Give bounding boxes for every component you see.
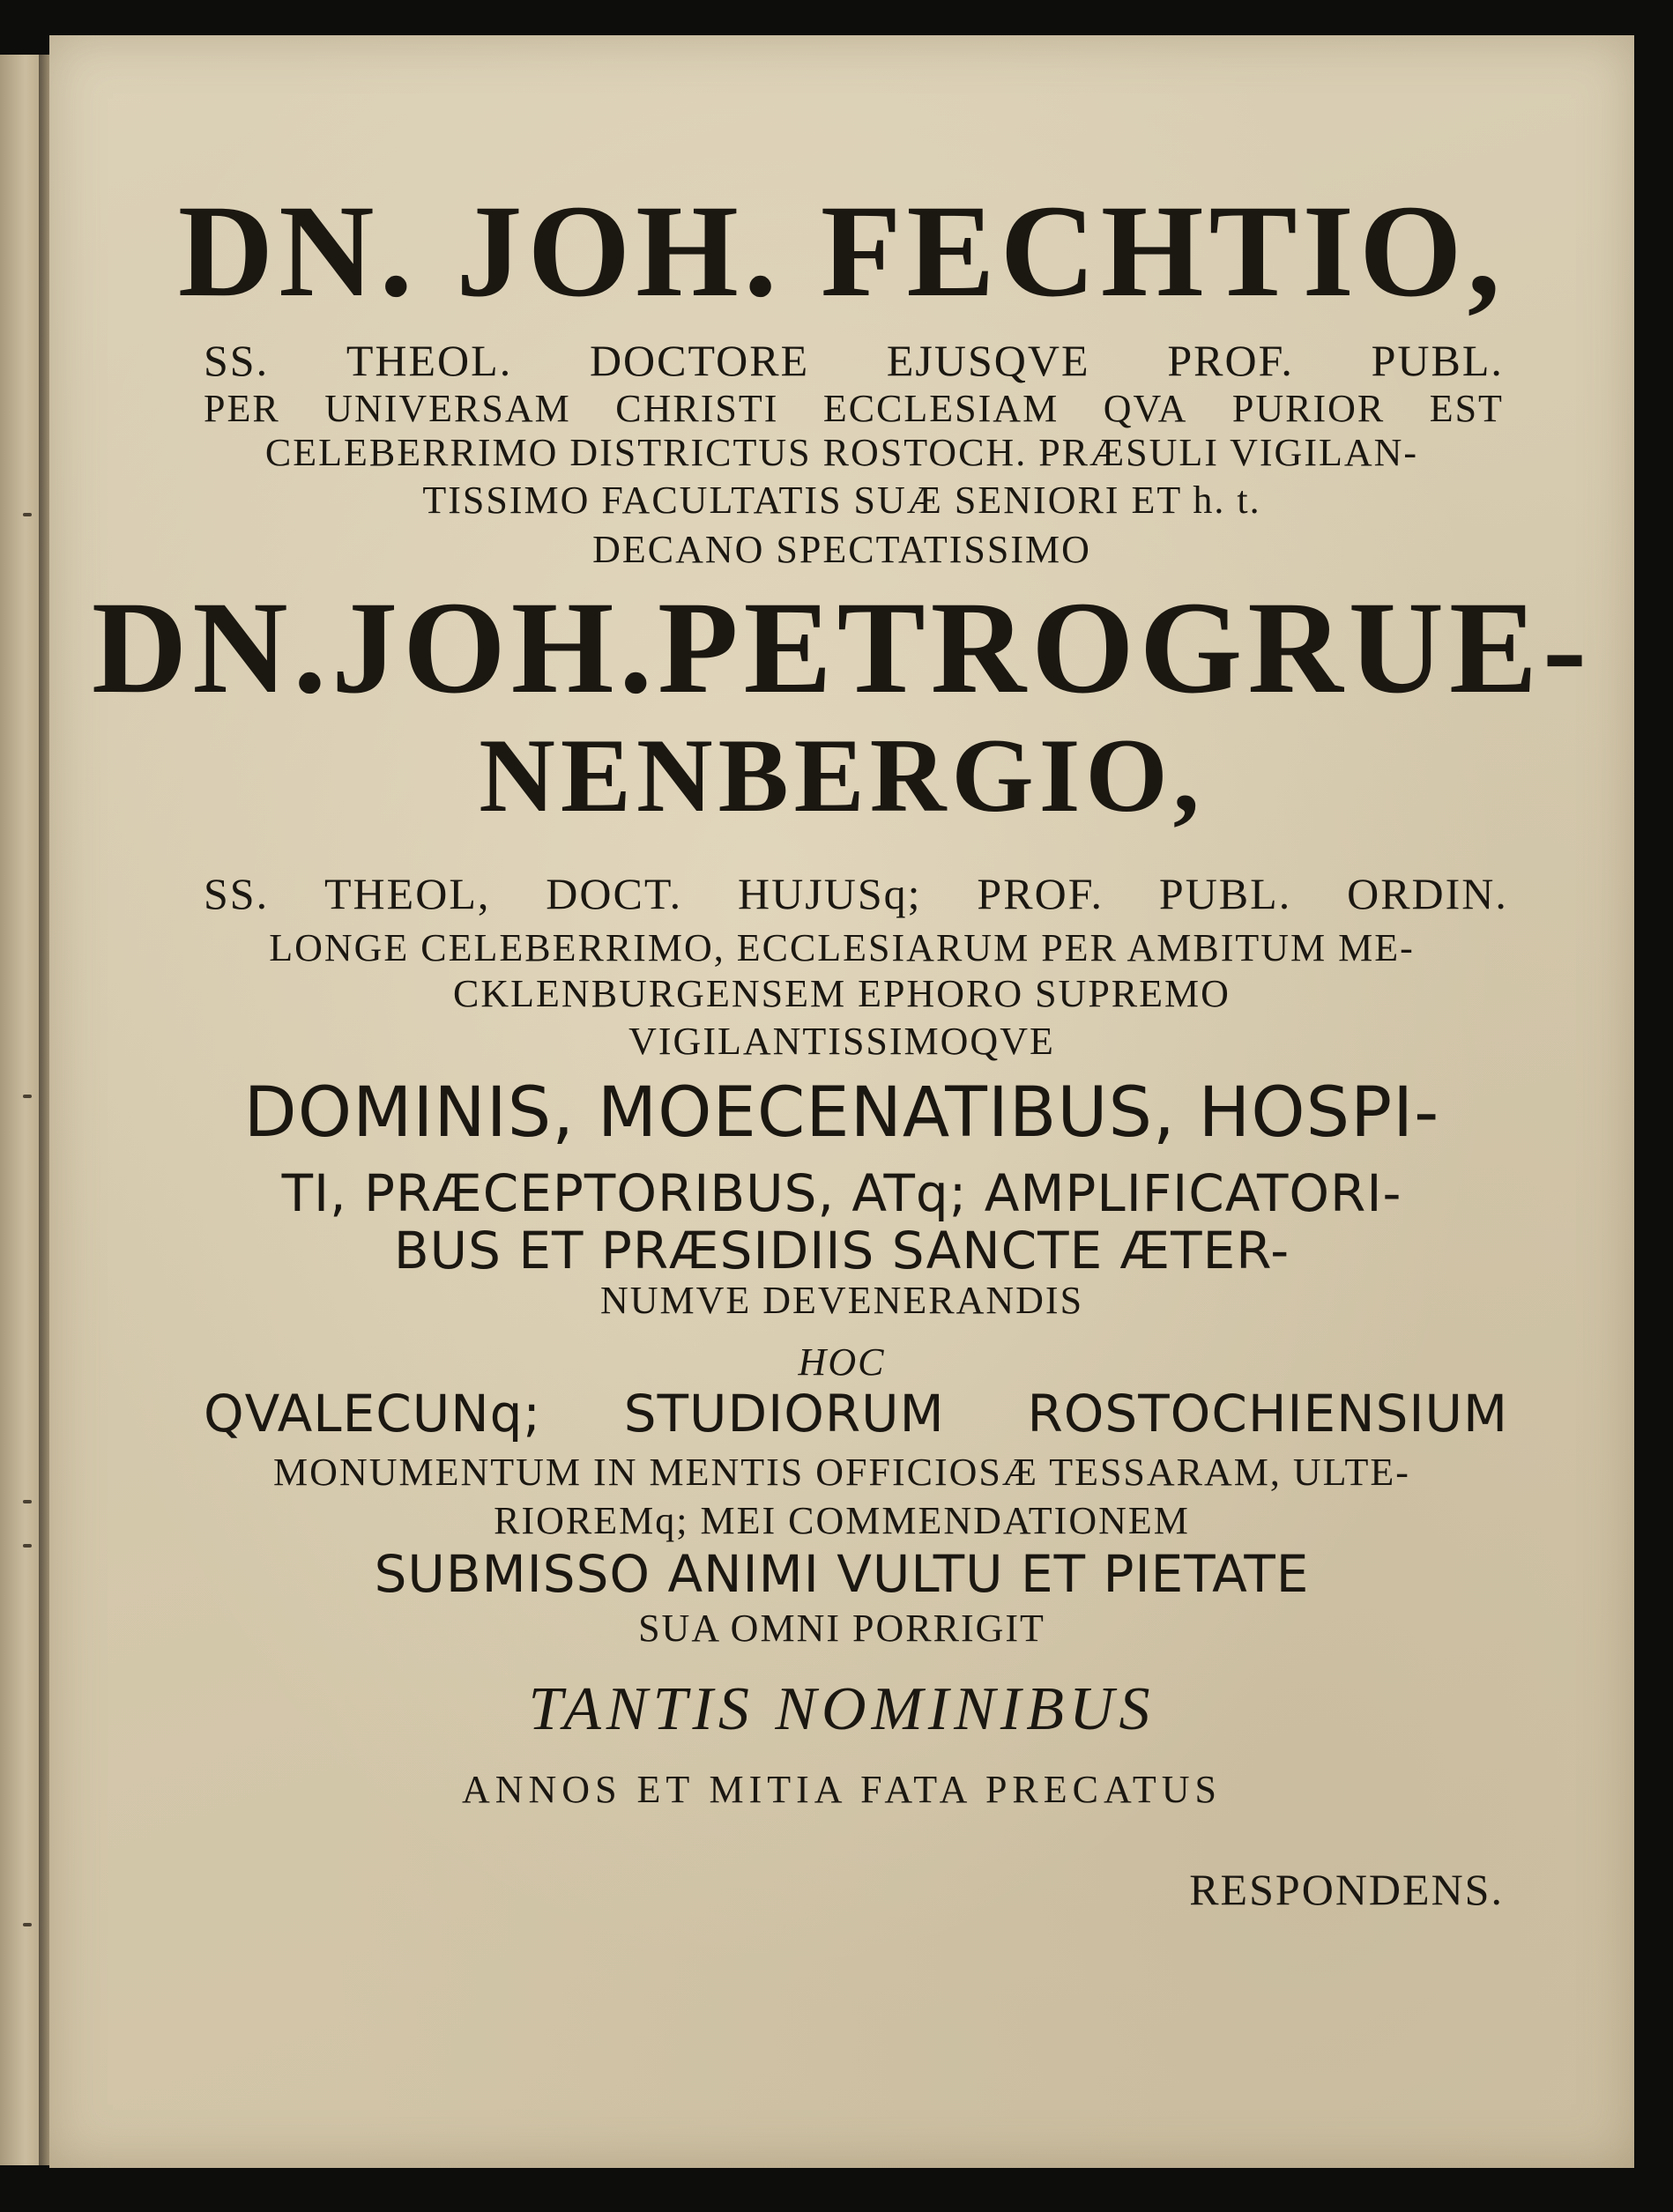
respondens-signature: RESPONDENS. <box>1189 1865 1504 1914</box>
word: PUBL. <box>1158 869 1292 918</box>
block-1-line-4: TISSIMO FACULTATIS SUÆ SENIORI ET h. t. <box>422 479 1261 522</box>
facing-page-edge <box>0 55 42 2165</box>
word: EJUSQVE <box>886 336 1090 385</box>
word: UNIVERSAM <box>324 387 571 430</box>
word: EST <box>1429 387 1504 430</box>
block-1-line-3: CELEBERRIMO DISTRICTUS ROSTOCH. PRÆSULI VIGILAN- <box>264 431 1419 474</box>
word: PROF. <box>977 869 1104 918</box>
block-1-line-1 <box>204 335 1504 386</box>
word: QVA <box>1103 387 1188 430</box>
binding-stitch <box>23 1923 32 1926</box>
word: QVALECUNq; <box>204 1384 541 1444</box>
block-3-line-1: DOMINIS, MOECENATIBUS, HOSPI- <box>243 1073 1440 1153</box>
annos-line: ANNOS ET MITIA FATA PRECATUS <box>461 1768 1223 1811</box>
block-4-line-3: RIOREMq; MEI COMMENDATIONEM <box>494 1499 1190 1542</box>
word: ORDIN. <box>1347 869 1508 918</box>
dedicatee-name-2-line-1: DN.JOH.PETROGRUE- <box>91 575 1593 721</box>
word: CHRISTI <box>615 387 779 430</box>
book-page <box>49 35 1634 2168</box>
binding-stitch <box>23 1500 32 1503</box>
binding-stitch <box>23 1095 32 1098</box>
block-4-hoc: HOC <box>798 1340 886 1384</box>
block-2-line-2: LONGE CELEBERRIMO, ECCLESIARUM PER AMBITUM ME- <box>269 926 1415 969</box>
block-3-line-2: TI, PRÆCEPTORIBUS, ATq; AMPLIFICATORI- <box>281 1163 1402 1223</box>
block-2-line-1 <box>204 868 1508 919</box>
block-3-line-4: NUMVE DEVENERANDIS <box>599 1279 1084 1322</box>
word: PROF. <box>1167 336 1294 385</box>
word: PER <box>204 387 280 430</box>
block-4-line-4: SUBMISSO ANIMI VULTU ET PIETATE <box>374 1544 1310 1604</box>
word: SS. <box>204 336 270 385</box>
dedicatee-name-1: DN. JOH. FECHTIO, <box>177 178 1506 324</box>
block-4-line-5: SUA OMNI PORRIGIT <box>638 1607 1045 1650</box>
word: HUJUSq; <box>738 869 922 918</box>
block-4-line-2: MONUMENTUM IN MENTIS OFFICIOSÆ TESSARAM, ULTE- <box>273 1451 1410 1494</box>
block-2-line-4: VIGILANTISSIMOQVE <box>628 1020 1055 1063</box>
word: THEOL. <box>346 336 513 385</box>
binding-stitch <box>23 513 32 516</box>
word: ROSTOCHIENSIUM <box>1027 1384 1508 1444</box>
word: SS. <box>204 869 270 918</box>
word: DOCT. <box>546 869 683 918</box>
word: DOCTORE <box>589 336 810 385</box>
word: ECCLESIAM <box>822 387 1060 430</box>
word: STUDIORUM <box>623 1384 945 1444</box>
block-4-line-1 <box>204 1384 1508 1444</box>
word: PUBL. <box>1371 336 1504 385</box>
block-3-line-3: BUS ET PRÆSIDIIS SANCTE ÆTER- <box>393 1221 1290 1280</box>
word: THEOL, <box>324 869 491 918</box>
dedicatee-name-2-line-2: NENBERGIO, <box>479 716 1205 834</box>
tantis-nominibus: TANTIS NOMINIBUS <box>528 1675 1156 1743</box>
word: PURIOR <box>1231 387 1386 430</box>
block-1-line-5: DECANO SPECTATISSIMO <box>592 528 1091 571</box>
binding-stitch <box>23 1544 32 1548</box>
block-1-line-2 <box>204 386 1504 431</box>
block-2-line-3: CKLENBURGENSEM EPHORO SUPREMO <box>453 972 1231 1015</box>
